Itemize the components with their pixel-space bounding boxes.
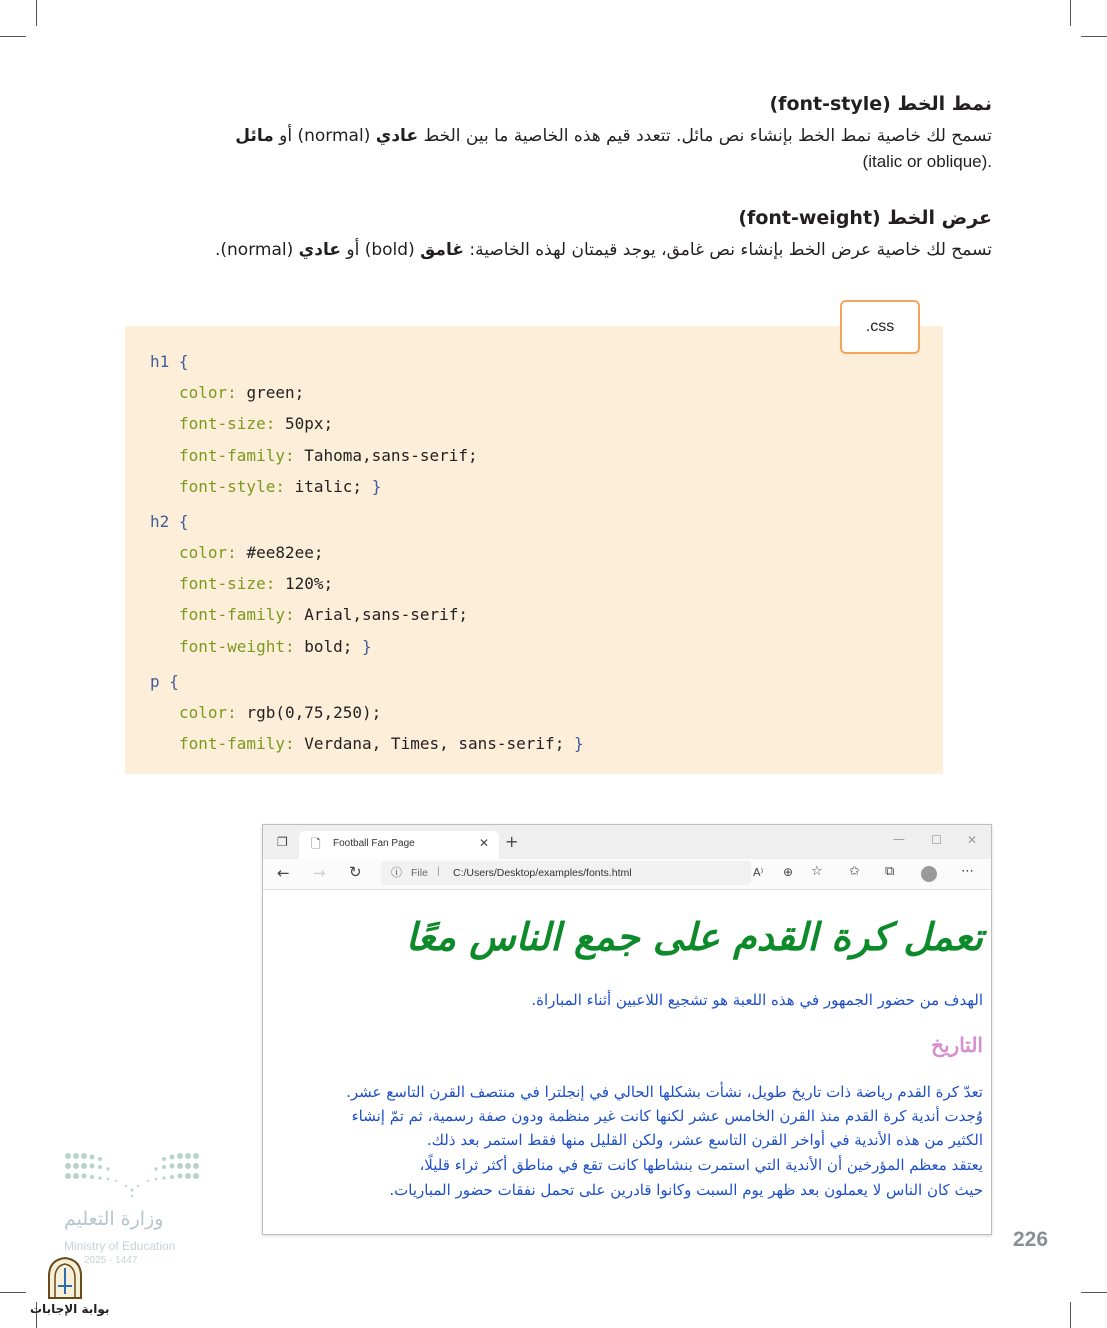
selector: h1 [150,352,170,371]
close-window-icon[interactable]: ✕ [967,833,978,847]
brace: } [371,477,382,496]
property: color: [179,703,237,722]
close-tab-icon[interactable]: ✕ [479,836,490,850]
font-style-text-b: (normal) أو [273,126,376,146]
value: bold; [304,637,353,656]
crop-mark [1070,0,1071,26]
collections-icon[interactable]: ⧉ [885,864,895,879]
font-style-heading: نمط الخط (font-style) [769,93,992,115]
property: font-size: [179,414,276,433]
code-line [150,672,179,691]
value: #ee82ee; [246,543,324,562]
page-paragraph-2-line: يعتقد معظم المؤرخين أن الأندية التي استمرت بنشاطها كانت تقع في مناطق أكثر ثراء قليلًا، [419,1156,983,1174]
value: green; [246,383,305,402]
value: italic; [294,477,363,496]
brand-emblem-icon [44,1256,86,1300]
refresh-icon[interactable]: ↻ [349,863,362,881]
file-label: File [411,867,428,879]
property: font-family: [179,446,295,465]
italic-term: مائل [235,126,274,146]
crop-mark [36,0,37,26]
property: font-weight: [179,637,295,656]
font-weight-text-b: (bold) أو [340,240,421,260]
selector: h2 [150,512,170,531]
crop-mark [0,36,26,37]
zoom-icon[interactable]: ⊕ [783,865,794,879]
browser-toolbar [263,859,991,890]
normal-term: عادي [375,126,419,146]
crop-mark [0,1292,26,1293]
property: color: [179,383,237,402]
css-code-block [125,326,943,774]
favorite-add-icon[interactable]: ☆ [811,864,823,879]
selector: p [150,672,160,691]
font-weight-heading: عرض الخط (font-weight) [738,207,992,229]
page-icon: 🗋 [311,837,321,851]
property: font-style: [179,477,285,496]
code-line [179,574,333,593]
bold-term: غامق [420,240,464,260]
code-line [179,703,381,722]
font-style-paragraph [235,126,992,146]
info-icon: ⓘ [391,866,402,879]
brace: } [362,637,372,656]
favorites-icon[interactable]: ✩ [849,864,860,879]
code-line [179,477,381,496]
value: Arial,sans-serif; [304,605,468,624]
more-icon[interactable]: ⋯ [961,864,974,879]
font-weight-text-a: تسمح لك خاصية عرض الخط بإنشاء نص غامق، يوجد قيمتان لهذه الخاصية: [463,240,992,260]
tab-title: Football Fan Page [333,838,415,849]
value: rgb(0,75,250); [246,703,382,722]
ministry-name-english: Ministry of Education [64,1239,176,1253]
font-weight-paragraph [215,240,992,260]
tab-bar [263,825,991,859]
property: color: [179,543,237,562]
brand-name: بوابة الإجابات [30,1302,110,1316]
page-paragraph-2-line: حيث كان الناس لا يعملون بعد ظهر يوم السبت وكانوا قادرين على تحمل نفقات حضور المباريات. [389,1181,983,1199]
brace: { [169,672,179,691]
property: font-family: [179,605,295,624]
address-separator: | [437,865,440,877]
font-style-text-a: تسمح لك خاصية نمط الخط بإنشاء نص مائل. تتعدد قيم هذه الخاصية ما بين الخط [418,126,992,146]
address-bar[interactable] [381,861,751,885]
minimize-icon[interactable]: — [893,832,905,846]
css-file-label: .css [840,300,920,354]
ministry-logo-icon [64,1150,200,1200]
code-line [150,352,189,371]
value: Verdana, Times, sans-serif; [304,734,565,753]
page-paragraph-1: الهدف من حضور الجمهور في هذه اللعبة هو تشجيع اللاعبين أثناء المباراة. [531,991,983,1009]
url-text: C:/Users/Desktop/examples/fonts.html [453,867,632,879]
brace: } [573,734,584,753]
maximize-icon[interactable]: ☐ [931,833,942,847]
page-paragraph-2-line: تعدّ كرة القدم رياضة ذات تاريخ طويل، نشأت بشكلها الحالي في إنجلترا في منتصف القرن التاسع عشر. [346,1083,983,1101]
value: Tahoma,sans-serif; [304,446,478,465]
page-heading-h1: تعمل كرة القدم على جمع الناس معًا [405,915,983,959]
code-line [179,383,304,402]
code-line [179,543,324,562]
property: font-size: [179,574,276,593]
font-weight-text-c: (normal). [214,240,299,260]
ministry-name-arabic: وزارة التعليم [64,1208,164,1230]
crop-mark [1081,36,1107,37]
brace: { [178,352,189,371]
property: font-family: [179,734,295,753]
tab-actions-icon[interactable]: ❐ [277,835,288,849]
font-style-paragraph-line2: (italic or oblique). [862,152,992,171]
code-line [179,605,468,624]
code-line [179,637,372,656]
brace: { [178,512,189,531]
browser-tab[interactable] [299,831,499,859]
read-aloud-icon[interactable]: A⁾ [753,866,764,879]
page-paragraph-2-line: الكثير من هذه الأندية في أواخر القرن التاسع عشر، ولكن القليل منها فقط استمر بعد ذلك. [426,1131,983,1149]
code-line [179,446,478,465]
new-tab-icon[interactable]: + [505,832,519,851]
browser-window [262,824,992,1235]
back-icon[interactable]: ← [277,864,290,882]
value: 50px; [284,414,334,433]
code-line [150,512,189,531]
crop-mark [1081,1292,1107,1293]
normal-term: عادي [298,240,341,260]
ministry-year: 2025 - 1447 [84,1255,138,1266]
code-line [179,414,333,433]
profile-avatar[interactable] [921,866,937,882]
value: 120%; [284,574,334,593]
crop-mark [1070,1302,1071,1328]
page-heading-h2: التاريخ [931,1035,983,1057]
page-paragraph-2-line: وُجدت أندية كرة القدم منذ القرن الخامس عشر لكنها كانت غير منظمة ودون صفة رسمية، ثم تمّ إنشاء [351,1107,983,1125]
forward-icon[interactable]: → [313,864,326,882]
page-number: 226 [1013,1228,1049,1251]
code-line [179,734,584,753]
